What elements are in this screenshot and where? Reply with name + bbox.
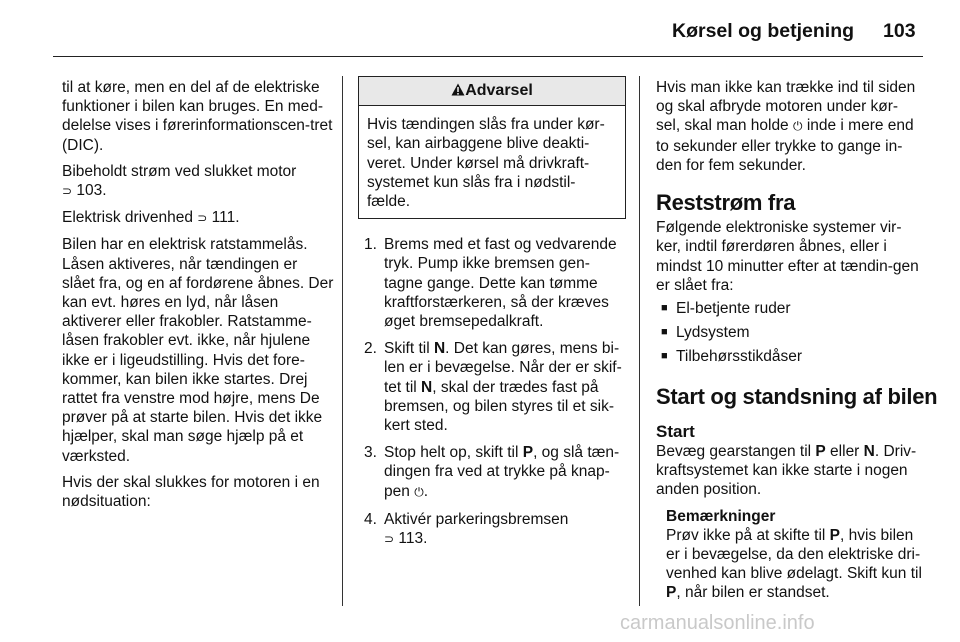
paragraph: til at køre, men en del af de elektriske funktioner i bilen kan bruges. En med-delelse vises i førerinformationscen-tret (DIC). bbox=[62, 79, 333, 154]
paragraph-ref: Bibeholdt strøm ved slukket motor ⊃ 103. bbox=[62, 162, 297, 200]
section-heading: Reststrøm fra bbox=[656, 190, 796, 216]
watermark: carmanualsonline.info bbox=[620, 612, 815, 634]
page-ref: 103. bbox=[76, 182, 107, 200]
page-ref-icon: ⊃ bbox=[62, 184, 73, 199]
column-divider-left bbox=[342, 76, 343, 606]
warning-triangle-icon bbox=[451, 83, 465, 96]
power-button-icon: ⏻ bbox=[414, 484, 424, 499]
steps-list bbox=[358, 235, 626, 549]
list-item: ■ El-betjente ruder bbox=[656, 299, 922, 318]
column-divider-right bbox=[639, 76, 640, 606]
left-column bbox=[62, 78, 334, 518]
warning-text: Hvis tændingen slås fra under kør-sel, kan airbaggene blive deakti-veret. Under kørsel må drivkraft-systemet kun slås fra i nødstil-fælde. bbox=[367, 116, 605, 211]
page-number: 103 bbox=[883, 20, 916, 42]
warning-header bbox=[359, 77, 625, 106]
note-text: Prøv ikke på at skifte til P, hvis bilen er i bevægelse, da den elektriske dri-venhed kan blive ødelagt. Skift kun til P, når bilen er standset. bbox=[666, 526, 922, 602]
list-item: ■ Tilbehørsstikdåser bbox=[656, 347, 922, 366]
section-heading: Start og standsning af bilen bbox=[656, 383, 938, 409]
warning-title: Advarsel bbox=[465, 82, 533, 99]
list-item: 4. Aktivér parkeringsbremsen ⊃ 113. bbox=[364, 510, 569, 548]
warning-box bbox=[358, 76, 626, 219]
middle-column bbox=[358, 76, 626, 557]
power-button-icon: ⏻ bbox=[793, 119, 803, 134]
right-column bbox=[656, 78, 938, 603]
list-item: 1. Brems med et fast og vedvarende tryk. Pump ikke bremsen gen-tagne gange. Dette kan tømme kraftforstærkeren, så der kræves øget bremsepedalkraft. bbox=[364, 236, 617, 331]
paragraph: Bevæg gearstangen til P eller N. Driv-kraftsystemet kan ikke starte i nogen anden position. bbox=[656, 443, 917, 499]
note bbox=[666, 507, 922, 603]
note-title: Bemærkninger bbox=[666, 507, 776, 525]
paragraph: Følgende elektroniske systemer vir-ker, indtil førerdøren åbnes, eller i mindst 10 minutter efter at tændin-gen er slået fra: bbox=[656, 219, 919, 294]
page-ref: 111. bbox=[211, 209, 240, 227]
bullet-list bbox=[656, 299, 922, 367]
header-rule bbox=[53, 56, 923, 57]
paragraph-ref: Elektrisk drivenhed ⊃ 111. bbox=[62, 209, 240, 227]
paragraph: Hvis man ikke kan trække ind til siden og skal afbryde motoren under kør-sel, skal man holde ⏻ inde i mere end to sekunder eller trykke to gange in-den for fem sekunder. bbox=[656, 79, 916, 174]
list-item: 2. Skift til N. Det kan gøres, mens bi-len er i bevægelse. Når der er skif-tet til N, skal der trædes fast på bremsen, og bilen styres til et sik-kert sted. bbox=[364, 340, 622, 435]
list-item: 3. Stop helt op, skift til P, og slå tæn-dingen fra ved at trykke på knap-pen ⏻. bbox=[364, 444, 620, 500]
subsection-heading: Start bbox=[656, 421, 695, 441]
paragraph: Hvis der skal slukkes for motoren i en nødsituation: bbox=[62, 473, 320, 511]
page-ref-icon: ⊃ bbox=[197, 211, 208, 226]
page-ref: 113. bbox=[398, 530, 428, 548]
page-header-title: Kørsel og betjening bbox=[672, 20, 855, 42]
page-ref-icon: ⊃ bbox=[384, 532, 395, 547]
list-item: ■ Lydsystem bbox=[656, 323, 922, 342]
paragraph: Bilen har en elektrisk ratstammelås. Låsen aktiveres, når tændingen er slået fra, og en af fordørene åbnes. Der kan evt. høres en lyd, når låsen aktiverer eller frakobler. Ratstamme-låsen frakobler evt. ikke, når hjulene ikke er i ligeudstilling. Hvis det fore-kommer, kan bilen ikke startes. Drej rattet fra venstre mod højre, mens De prøver på at starte bilen. Hvis det ikke hjælper, skal man søge hjælp på et værksted. bbox=[62, 236, 334, 465]
